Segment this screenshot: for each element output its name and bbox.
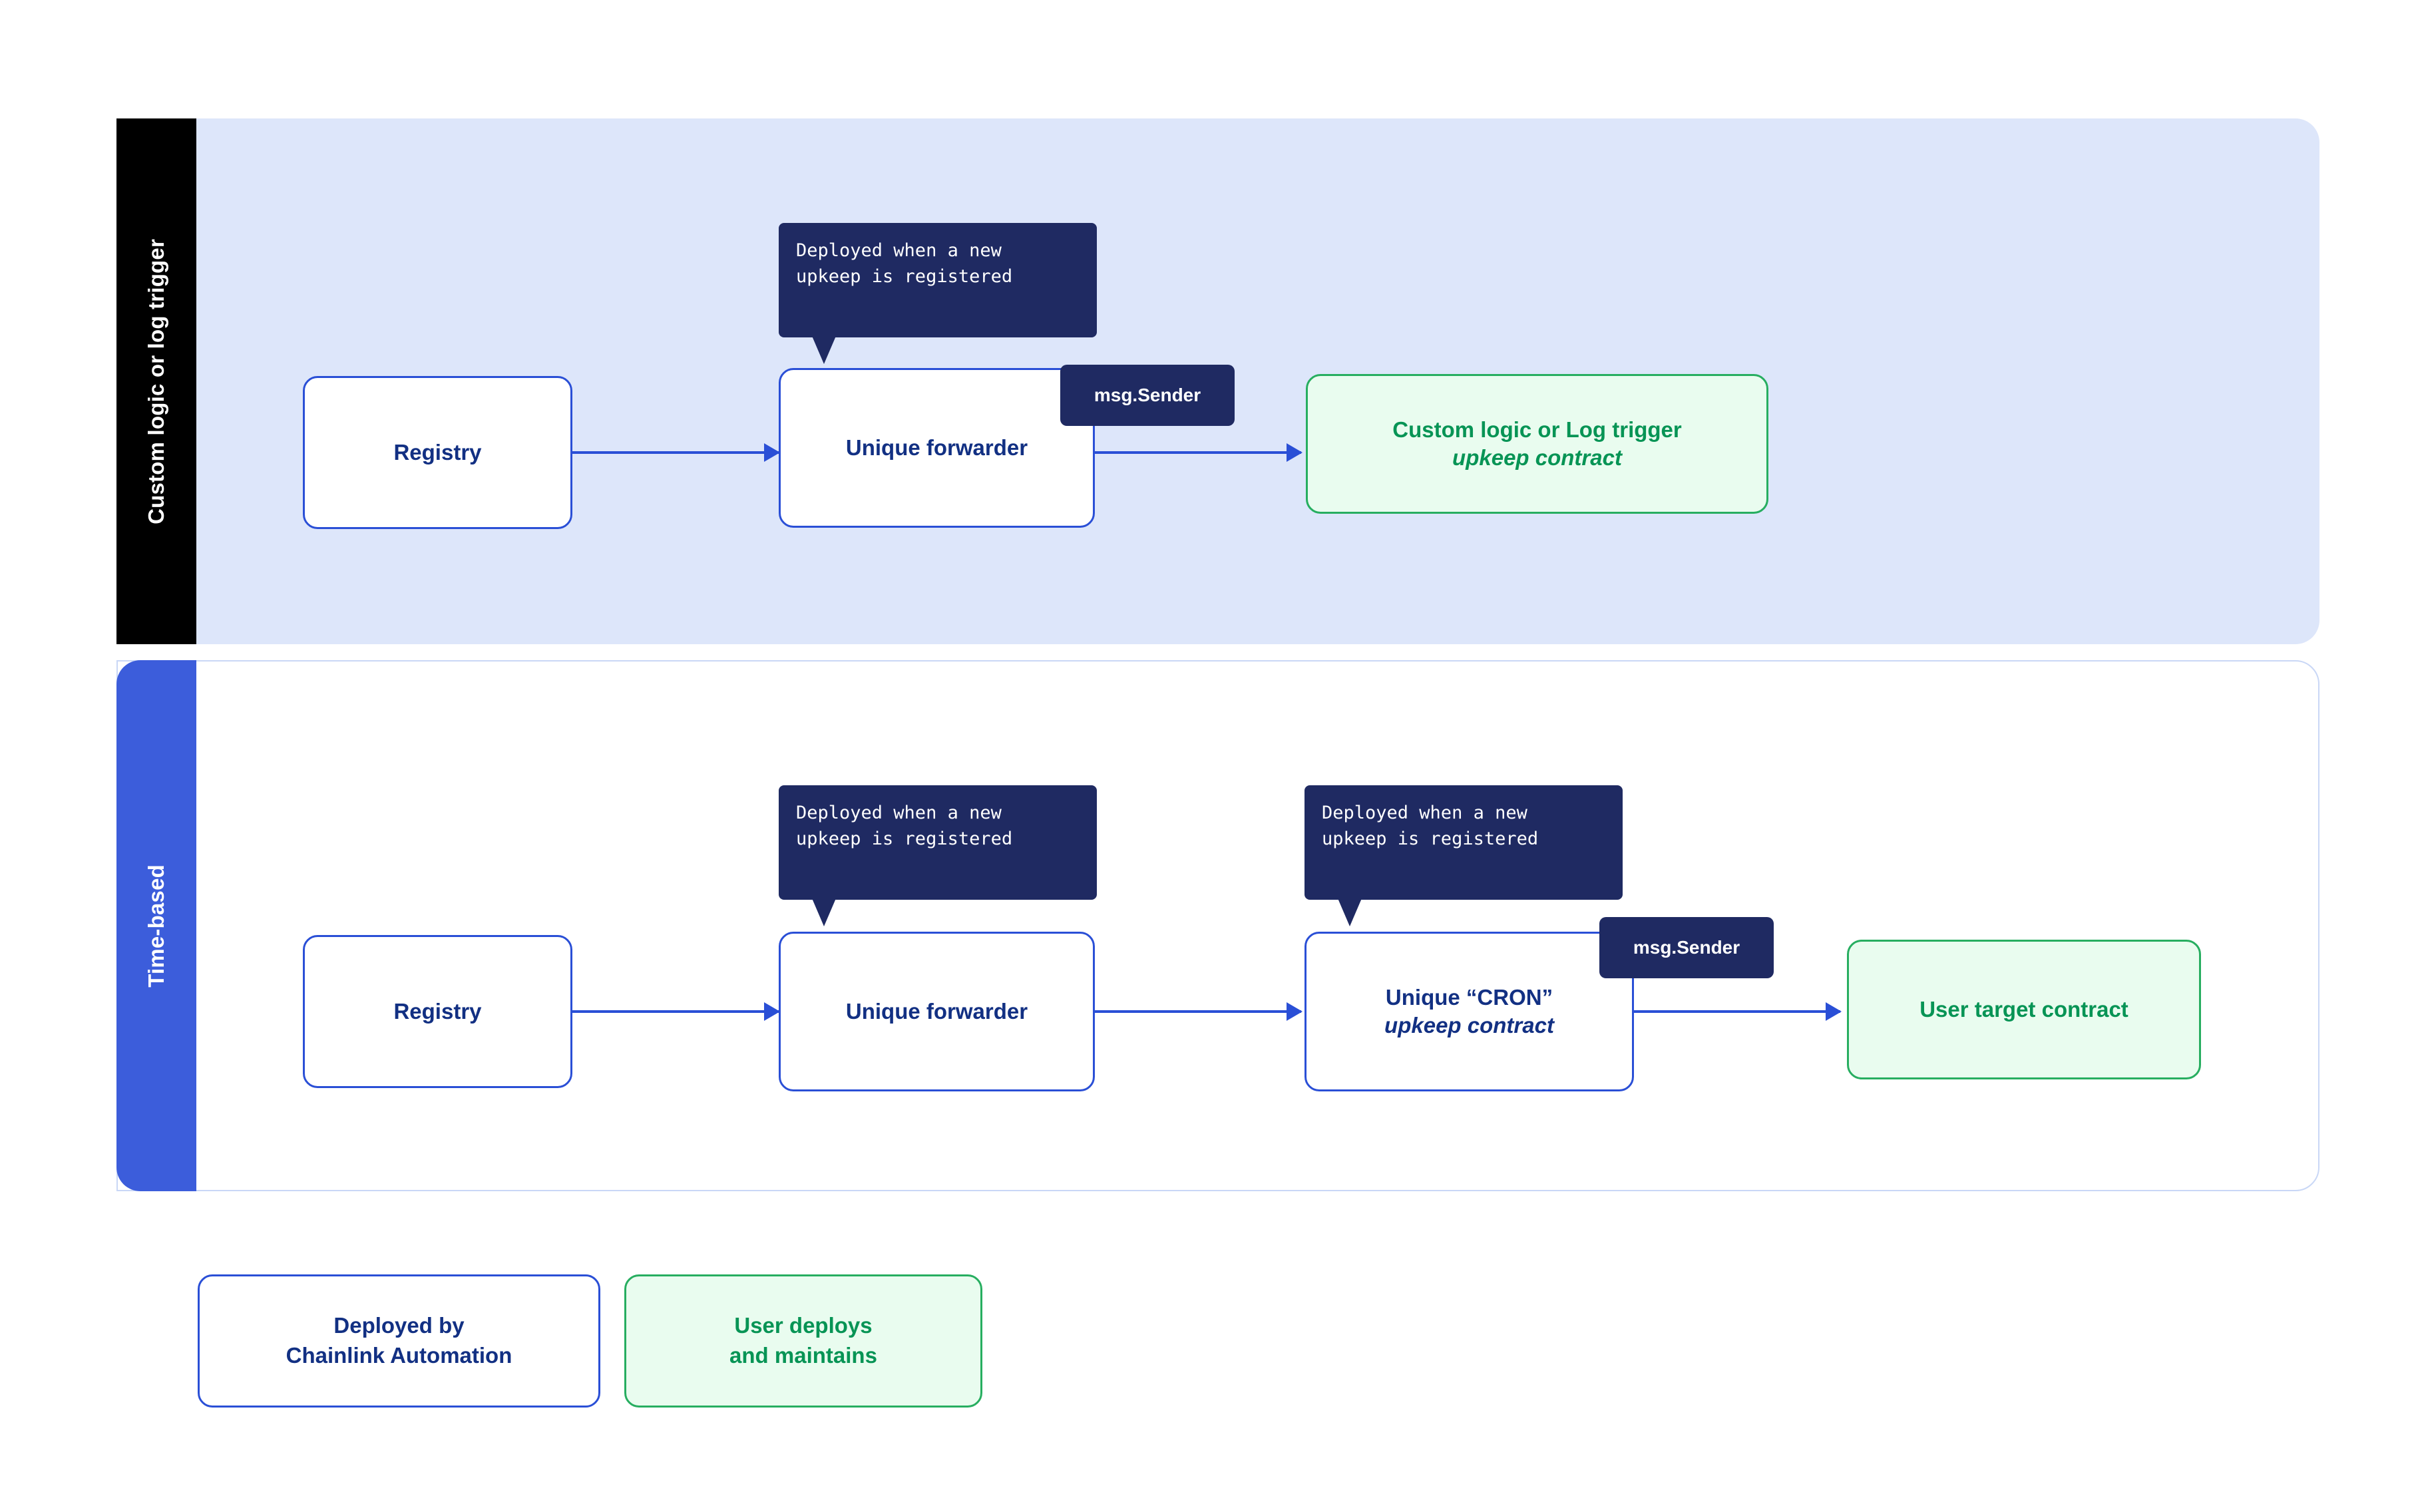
node-upkeep-contract-custom-line2: upkeep contract bbox=[1452, 445, 1622, 470]
legend-user-deploys-line2: and maintains bbox=[729, 1343, 877, 1368]
node-upkeep-contract-custom-line1: Custom logic or Log trigger bbox=[1392, 417, 1682, 442]
node-cron-upkeep-time[interactable] bbox=[1305, 932, 1634, 1091]
chip-msg-sender-time bbox=[1599, 917, 1774, 978]
callout-deployed-cron-time-line1: Deployed when a new bbox=[1322, 803, 1527, 823]
row-label-custom-logic-text: Custom logic or log trigger bbox=[144, 238, 168, 524]
row-label-custom-logic bbox=[116, 118, 196, 644]
callout-deployed-forwarder-custom-line1: Deployed when a new bbox=[796, 240, 1002, 261]
callout-deployed-cron-time bbox=[1305, 785, 1623, 900]
legend-deployed-by-chainlink bbox=[198, 1274, 600, 1408]
node-registry-custom[interactable] bbox=[303, 376, 572, 529]
panel-time-based bbox=[116, 660, 2319, 1191]
legend-user-deploys-line1: User deploys bbox=[734, 1313, 873, 1338]
chip-msg-sender-custom-label: msg.Sender bbox=[1094, 385, 1201, 405]
callout-deployed-forwarder-custom-line2: upkeep is registered bbox=[796, 266, 1013, 287]
node-unique-forwarder-custom-label: Unique forwarder bbox=[845, 435, 1028, 460]
callout-deployed-forwarder-time-line1: Deployed when a new bbox=[796, 803, 1002, 823]
node-registry-time-label: Registry bbox=[393, 998, 482, 1024]
callout-deployed-forwarder-time bbox=[779, 785, 1097, 900]
arrow-cron-to-target-time bbox=[1633, 1010, 1840, 1013]
node-cron-upkeep-time-line2: upkeep contract bbox=[1384, 1013, 1554, 1038]
legend-deployed-by-chainlink-line1: Deployed by bbox=[333, 1313, 465, 1338]
arrow-registry-to-forwarder-time bbox=[572, 1010, 779, 1013]
chip-msg-sender-custom bbox=[1060, 365, 1235, 426]
node-user-target-contract-label: User target contract bbox=[1919, 996, 2128, 1022]
legend-deployed-by-chainlink-line2: Chainlink Automation bbox=[286, 1343, 512, 1368]
node-registry-custom-label: Registry bbox=[393, 439, 482, 465]
node-unique-forwarder-time[interactable] bbox=[779, 932, 1095, 1091]
callout-deployed-cron-time-line2: upkeep is registered bbox=[1322, 829, 1539, 850]
chip-msg-sender-time-label: msg.Sender bbox=[1633, 937, 1740, 958]
legend-user-deploys bbox=[624, 1274, 982, 1408]
arrow-forwarder-to-upkeep-custom bbox=[1095, 451, 1301, 454]
callout-deployed-forwarder-custom bbox=[779, 223, 1097, 337]
node-registry-time[interactable] bbox=[303, 935, 572, 1088]
node-unique-forwarder-time-label: Unique forwarder bbox=[845, 998, 1028, 1024]
callout-tail-icon bbox=[812, 898, 836, 926]
row-label-time-based bbox=[116, 660, 196, 1191]
callout-tail-icon bbox=[1338, 898, 1362, 926]
arrow-forwarder-to-cron-time bbox=[1095, 1010, 1301, 1013]
row-label-time-based-text: Time-based bbox=[144, 864, 168, 988]
callout-deployed-forwarder-time-line2: upkeep is registered bbox=[796, 829, 1013, 850]
node-upkeep-contract-custom[interactable] bbox=[1306, 374, 1768, 514]
callout-tail-icon bbox=[812, 336, 836, 364]
arrow-registry-to-forwarder-custom bbox=[572, 451, 779, 454]
node-user-target-contract[interactable] bbox=[1847, 940, 2201, 1079]
node-cron-upkeep-time-line1: Unique “CRON” bbox=[1385, 984, 1553, 1010]
node-unique-forwarder-custom[interactable] bbox=[779, 368, 1095, 528]
